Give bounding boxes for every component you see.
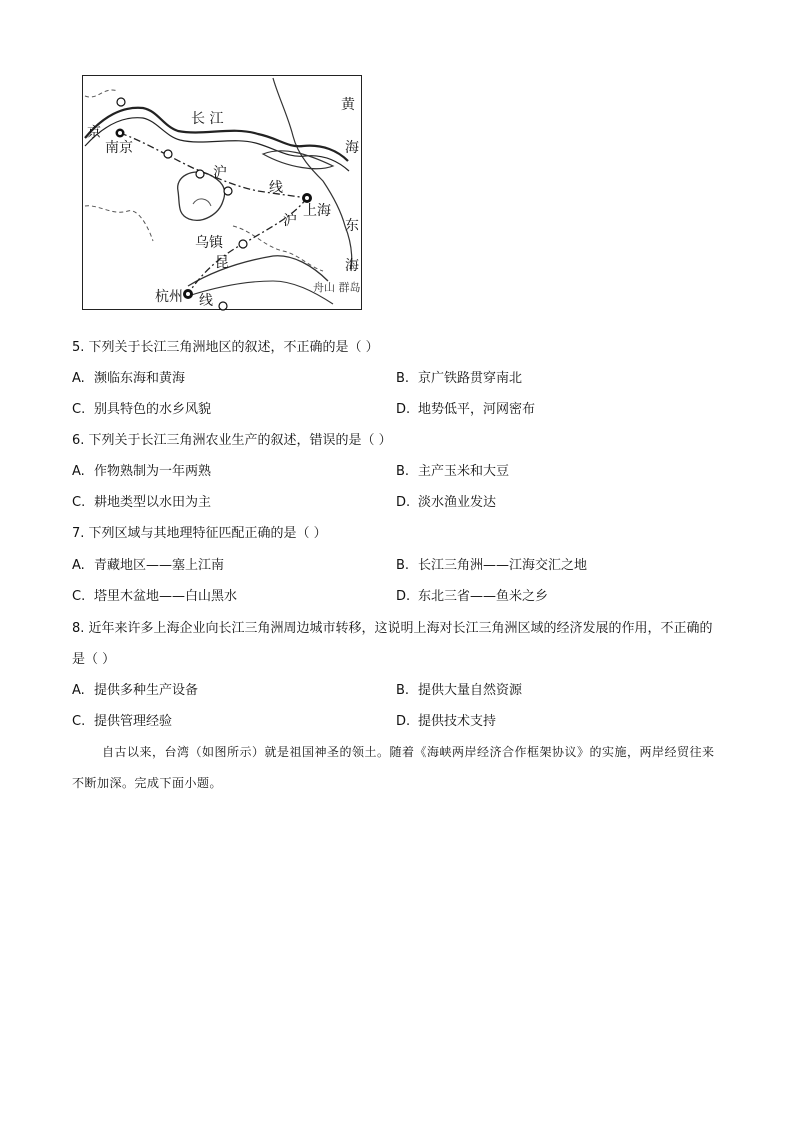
map-label-huang: 黄 [341,97,355,113]
option-text: 淡水渔业发达 [418,495,497,510]
option-key: A. [72,558,85,573]
option-text: 耕地类型以水田为主 [94,495,212,510]
question-8-option-d [396,713,496,731]
option-key: D. [396,402,411,417]
option-text: 青藏地区——塞上江南 [94,558,225,573]
map-label-xian-2: 线 [199,293,213,309]
question-6-option-a [72,463,211,481]
question-6-option-b [396,463,509,481]
option-key: C. [72,714,86,729]
option-key: A. [72,683,85,698]
question-5-option-b [396,370,522,388]
option-text: 京广铁路贯穿南北 [418,371,523,386]
option-key: B. [396,558,410,573]
map-label-hu-2: 沪 [283,213,297,229]
map-label-zhoushan: 舟山 群岛 [313,281,361,294]
option-text: 提供技术支持 [418,714,497,729]
option-key: C. [72,589,86,604]
question-5-option-a [72,370,185,388]
option-key: C. [72,495,86,510]
map-label-changjiang: 长 江 [191,111,224,127]
question-6-stem: 6. 下列关于长江三角洲农业生产的叙述，错误的是（ ） [72,433,392,448]
question-7-option-c [72,588,237,606]
option-text: 提供多种生产设备 [94,683,199,698]
option-key: D. [396,714,411,729]
option-text: 濒临东海和黄海 [94,371,186,386]
question-7-option-b [396,557,587,575]
option-text: 地势低平，河网密布 [418,402,536,417]
option-key: B. [396,371,410,386]
map-label-shanghai: 上海 [303,203,331,219]
map-label-kun: 昆 [215,255,229,271]
reading-passage: 自古以来，台湾（如图所示）就是祖国神圣的领土。随着《海峡两岸经济合作框架协议》的实施，两岸经贸往来不断加深。完成下面小题。 [72,745,715,790]
option-key: A. [72,371,85,386]
question-7-stem: 7. 下列区域与其地理特征匹配正确的是（ ） [72,526,327,541]
option-text: 塔里木盆地——白山黑水 [94,589,238,604]
map-label-jing: 京 [87,125,101,141]
map-label-wuzhen: 乌镇 [195,235,223,251]
option-key: A. [72,464,85,479]
option-text: 提供大量自然资源 [418,683,523,698]
option-text: 别具特色的水乡风貌 [94,402,212,417]
map-label-nanjing: 南京 [105,140,133,156]
map-label-dong: 东 [345,218,359,234]
option-key: C. [72,402,86,417]
map-label-hangzhou: 杭州 [155,289,183,305]
question-6-option-c [72,494,211,512]
question-7-option-d [396,588,548,606]
question-8-option-c [72,713,172,731]
question-8-option-a [72,682,198,700]
option-text: 东北三省——鱼米之乡 [418,589,549,604]
option-text: 长江三角洲——江海交汇之地 [418,558,588,573]
question-5-stem: 5. 下列关于长江三角洲地区的叙述，不正确的是（ ） [72,340,379,355]
question-8-stem: 8. 近年来许多上海企业向长江三角洲周边城市转移，这说明上海对长江三角洲区域的经济发展的作用，不正确的是（ ） [72,621,713,667]
map-label-xian-1: 线 [269,180,283,196]
question-7-option-a [72,557,224,575]
option-key: D. [396,495,411,510]
option-text: 主产玉米和大豆 [418,464,510,479]
map-figure [82,75,362,310]
question-5-option-d [396,401,535,419]
question-6-option-d [396,494,496,512]
question-8-option-b [396,682,522,700]
map-label-hai-1: 海 [345,140,359,156]
option-key: D. [396,589,411,604]
option-key: B. [396,464,410,479]
map-label-hu-1: 沪 [213,165,227,181]
option-text: 提供管理经验 [94,714,173,729]
map-label-hai-2: 海 [345,258,359,274]
option-text: 作物熟制为一年两熟 [94,464,212,479]
option-key: B. [396,683,410,698]
question-5-option-c [72,401,211,419]
